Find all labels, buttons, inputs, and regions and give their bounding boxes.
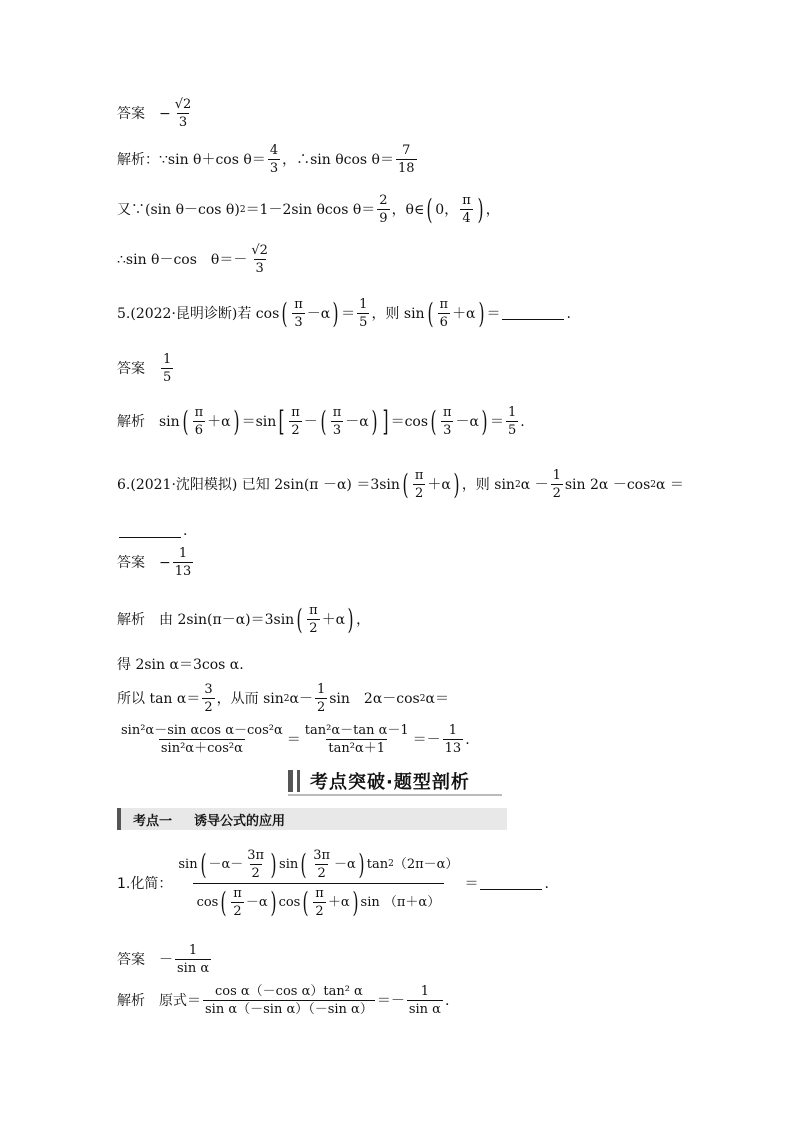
math-text: 0，	[435, 201, 459, 218]
fraction: $\frac{1}{13}$	[174, 546, 192, 579]
math-text: ＝1－2sin θcos θ＝	[245, 201, 376, 218]
answer-label: 答案	[117, 554, 145, 571]
section-title: 考点突破·题型剖析	[310, 772, 470, 793]
answer-label: 答案	[117, 360, 145, 377]
fraction: $\frac{1}{13}$	[444, 723, 462, 756]
fraction: $\frac{\text{sin²α－sin αcos α－cos²α}}{\text{sin²α＋cos²α}}$	[121, 723, 283, 756]
analysis-label: 解析：	[117, 151, 159, 168]
fraction: $\frac{\pi}{6}$	[194, 405, 204, 438]
fraction: $\frac{7}{18}$	[397, 143, 415, 176]
answer-line-q1: 答案 － $\frac{1}{\text{sin α}}$	[117, 943, 210, 976]
fraction: $\frac{\pi}{2}$	[315, 886, 324, 919]
fraction: $\frac{1}{2}$	[316, 682, 326, 715]
answer-blank	[502, 307, 564, 320]
math-text: ∵sin θ＋cos θ＝	[159, 151, 266, 168]
analysis-line-q6-4: $\frac{\text{sin²α－sin αcos α－cos²α}}{\text{sin²α＋cos²α}}$ ＝ $\frac{\text{tan²α－tan α－1}}{\text{tan²α＋1}}$ ＝－ $\frac{1}{13}$ .	[121, 723, 470, 756]
topic-title: 诱导公式的应用	[194, 813, 286, 829]
question-6-blank: .	[117, 522, 187, 540]
answer-label: 答案	[117, 105, 145, 122]
fraction: $\frac{1}{\text{sin α}}$	[177, 943, 210, 976]
analysis-line-2: 又∵(sin θ－cos θ) 2 ＝1－2sin θcos θ＝ $\frac{2}{9}$ ，θ∈ ( 0， $\frac{\pi}{4}$ ) ，	[117, 192, 500, 226]
answer-line-q5	[117, 352, 175, 385]
analysis-line-q5: 解析 sin ( $\frac{\pi}{6}$ ＋α ) ＝sin [ $\frac{\pi}{2}$ － ( $\frac{\pi}{3}$ －α ) ] ＝cos ( $\frac{\pi}{3}$ －α ) ＝ $\frac{1}{5}$ .	[117, 404, 525, 438]
fraction: $\frac{4}{3}$	[269, 143, 279, 176]
answer-blank	[119, 525, 181, 538]
question-6: 6.(2021·沈阳模拟) 已知 2sin(π －α) ＝3sin ( $\frac{\pi}{2}$ ＋α ) ，则 sin 2 α － $\frac{1}{2}$ sin 2α －cos 2 α ＝	[117, 467, 684, 501]
fraction: $\frac{√2}{3}$	[174, 97, 192, 130]
math-text: ，θ∈	[391, 201, 425, 218]
fraction: $\frac{\text{cos α（－cos α）tan² α}}{\text{sin α（－sin α）（－sin α）}}$	[205, 984, 373, 1017]
fraction: $\frac{\pi}{2}$	[233, 886, 242, 919]
answer-line-p4	[117, 97, 195, 130]
fraction: $\frac{1}{\text{sin α}}$	[408, 984, 441, 1017]
fraction: $\frac{1}{5}$	[163, 352, 172, 385]
fraction: $\frac{\pi}{2}$	[291, 405, 300, 438]
analysis-label: 解析	[117, 992, 145, 1009]
math-text: ，∴sin θcos θ＝	[282, 151, 394, 168]
math-text: 5.(2022·昆明诊断)若 cos	[117, 305, 280, 322]
topic-label: 考点一	[133, 813, 173, 829]
analysis-label: 解析	[117, 413, 145, 430]
fraction: $\frac{\text{tan²α－tan α－1}}{\text{tan²α＋1}}$	[304, 723, 409, 756]
answer-label: 答案	[117, 951, 145, 968]
analysis-label: 解析	[117, 611, 145, 628]
section-banner	[288, 768, 502, 796]
fraction: $\frac{\pi}{4}$	[462, 193, 471, 226]
fraction: $\frac{3}{2}$	[204, 682, 213, 715]
answer-sign: −	[159, 105, 171, 122]
math-text: 又∵(sin θ－cos θ)	[117, 201, 240, 218]
analysis-line-q6-2: 得 2sin α＝3cos α.	[117, 657, 244, 673]
fraction: $\frac{\pi}{2}$	[309, 603, 318, 636]
fraction: $\frac{1}{5}$	[359, 297, 368, 330]
analysis-line-q1: 解析 原式＝ $\frac{\text{cos α（－cos α）tan² α}}{\text{sin α（－sin α）（－sin α）}}$ ＝－ $\frac{1}{\text{sin α}}$ .	[117, 984, 450, 1017]
answer-blank	[480, 877, 542, 890]
fraction: $\frac{√2}{3}$	[251, 243, 268, 276]
answer-line-q6: 答案 − $\frac{1}{13}$	[117, 546, 192, 579]
analysis-line-q6-1: 解析 由 2sin(π－α)＝3sin ( $\frac{\pi}{2}$ ＋α ) ，	[117, 602, 371, 636]
fraction: $\frac{\pi}{3}$	[332, 405, 342, 438]
question-1: 1.化简： sin ( －α－ $\frac{3\pi}{2}$ ) sin ( $\frac{3\pi}{2}$ －α ) tan 2 （2π－α） cos ( $\frac{\pi}{2}$ －α ) cos ( $\frac{\pi}{2}$ ＋α ) sin （π＋α） ＝ .	[117, 847, 549, 919]
big-fraction: sin ( －α－ $\frac{3\pi}{2}$ ) sin ( $\frac{3\pi}{2}$ －α ) tan 2 （2π－α） cos ( $\frac{\pi}{2}$ －α ) cos ( $\frac{\pi}{2}$ ＋α ) sin （π＋α）	[178, 847, 459, 919]
fraction: $\frac{2}{9}$	[379, 193, 388, 226]
fraction: $\frac{\pi}{6}$	[439, 297, 449, 330]
analysis-line-1	[117, 143, 419, 176]
analysis-line-q6-3: 所以 tan α＝ $\frac{3}{2}$ ，从而 sin 2 α－ $\frac{1}{2}$ sin 2α－cos 2 α＝	[117, 682, 449, 715]
question-5: 5.(2022·昆明诊断)若 cos ( $\frac{\pi}{3}$ －α ) ＝ $\frac{1}{5}$ ，则 sin ( $\frac{\pi}{6}$ ＋α ) ＝ .	[117, 296, 571, 330]
analysis-line-3	[117, 243, 272, 276]
fraction: $\frac{\pi}{3}$	[294, 297, 303, 330]
fraction: $\frac{3\pi}{2}$	[247, 848, 265, 881]
fraction: $\frac{3\pi}{2}$	[313, 848, 331, 881]
fraction: $\frac{\pi}{3}$	[442, 405, 452, 438]
fraction: $\frac{1}{2}$	[552, 468, 561, 501]
fraction: $\frac{1}{5}$	[507, 405, 517, 438]
math-text: ∴sin θ－cos θ＝－	[117, 251, 248, 268]
topic-header	[117, 808, 507, 830]
fraction: $\frac{\pi}{2}$	[414, 468, 424, 501]
